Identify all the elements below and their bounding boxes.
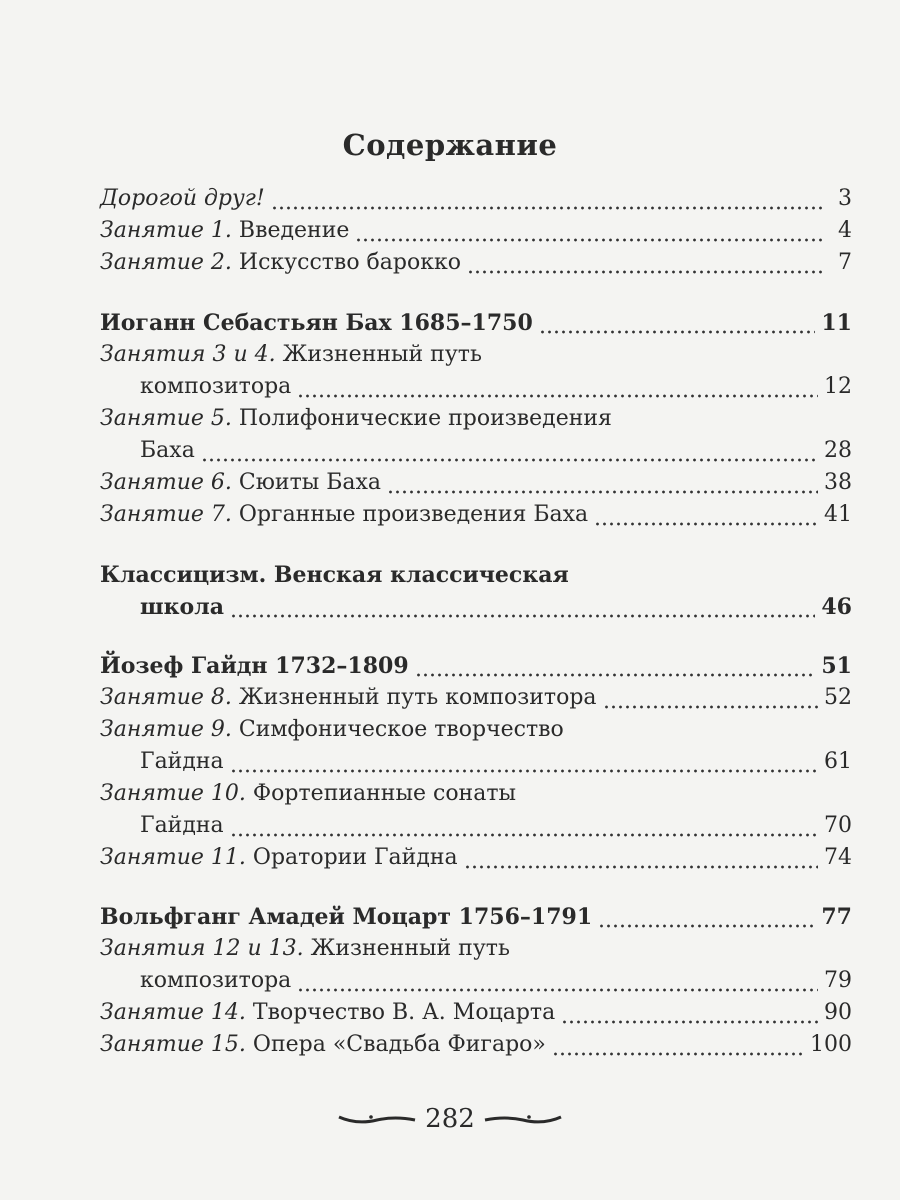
toc-entry (100, 842, 852, 874)
toc-entry-title-cont: Гайдна (140, 749, 224, 774)
toc-page-number: 7 (838, 250, 852, 275)
dot-leader (271, 205, 822, 211)
toc-entry-title: Фортепианные сонаты (252, 781, 517, 806)
toc-page-number: 28 (824, 438, 852, 463)
toc-entry (100, 183, 852, 215)
dot-leader (230, 768, 818, 774)
dot-leader (598, 923, 815, 929)
toc-entry-title: Оратории Гайдна (252, 845, 458, 870)
toc-page-number: 41 (824, 502, 852, 527)
toc-lesson-label: Занятие 10. (100, 781, 246, 806)
dot-leader (561, 1019, 818, 1025)
dot-leader (415, 672, 816, 678)
toc-lesson-label: Занятие 2. (100, 250, 232, 275)
toc-page-number: 79 (824, 968, 852, 993)
toc-lesson-label: Занятие 14. (100, 1000, 246, 1025)
toc-entry (100, 215, 852, 247)
toc-page-number: 90 (824, 1000, 852, 1025)
toc-entry-title-cont: композитора (140, 374, 292, 399)
toc-entry-title: Сюиты Баха (238, 470, 382, 495)
toc-page-number: 3 (838, 186, 852, 211)
toc-page-number: 46 (821, 594, 852, 620)
toc-lesson-label: Занятие 7. (100, 502, 232, 527)
page-footer (0, 1104, 900, 1134)
toc-entry-title: Введение (238, 218, 350, 243)
toc-entry (100, 403, 852, 467)
toc-lesson-label: Занятие 8. (100, 685, 232, 710)
dot-leader (297, 987, 818, 993)
dot-leader (539, 329, 816, 335)
dot-leader (603, 704, 818, 710)
toc-lesson-label: Занятие 1. (100, 218, 232, 243)
toc-entry-title: Творчество В. А. Моцарта (252, 1000, 556, 1025)
dot-leader (355, 237, 822, 243)
toc-lesson-label: Занятия 12 и 13. (100, 936, 304, 961)
toc-entry (100, 778, 852, 842)
toc-entry-title: Искусство барокко (238, 250, 461, 275)
toc-entry (100, 933, 852, 997)
table-of-contents (100, 183, 852, 1061)
toc-heading-title-cont: школа (140, 594, 224, 620)
dot-leader (464, 864, 818, 870)
toc-heading-title: Вольфганг Амадей Моцарт 1756–1791 (100, 904, 593, 930)
toc-entry (100, 339, 852, 403)
dot-leader (230, 832, 818, 838)
toc-lesson-label: Занятие 5. (100, 406, 232, 431)
toc-section-heading (100, 559, 852, 623)
toc-lesson-label: Занятие 9. (100, 717, 232, 742)
toc-entry-title: Жизненный путь композитора (238, 685, 597, 710)
toc-page-number: 51 (821, 653, 852, 679)
dot-leader (594, 521, 818, 527)
toc-entry-title-cont: Баха (140, 438, 195, 463)
toc-lesson-label: Занятие 11. (100, 845, 246, 870)
toc-heading-title: Классицизм. Венская классическая (100, 562, 569, 588)
toc-page-number: 52 (824, 685, 852, 710)
toc-page-number: 61 (824, 749, 852, 774)
toc-page-number: 70 (824, 813, 852, 838)
toc-entry (100, 499, 852, 531)
toc-entry-title: Органные произведения Баха (238, 502, 589, 527)
toc-heading-title: Иоганн Себастьян Бах 1685–1750 (100, 310, 533, 336)
ornament-right-icon (483, 1111, 563, 1127)
toc-page-number: 77 (821, 904, 852, 930)
toc-section-heading (100, 650, 852, 682)
toc-page-number: 74 (824, 845, 852, 870)
dot-leader (230, 613, 815, 619)
toc-lesson-label: Занятие 15. (100, 1032, 246, 1057)
toc-entry-title: Симфоническое творчество (238, 717, 564, 742)
dot-leader (297, 393, 818, 399)
page-title: Содержание (342, 128, 558, 162)
toc-section-heading (100, 901, 852, 933)
toc-entry (100, 247, 852, 279)
toc-entry (100, 714, 852, 778)
toc-entry (100, 997, 852, 1029)
toc-entry-title: Полифонические произведения (238, 406, 612, 431)
toc-page-number: 11 (821, 310, 852, 336)
toc-lesson-label: Дорогой друг! (100, 186, 265, 211)
toc-entry-title-cont: Гайдна (140, 813, 224, 838)
toc-lesson-label: Занятие 6. (100, 470, 232, 495)
toc-entry-title: Опера «Свадьба Фигаро» (252, 1032, 546, 1057)
dot-leader (387, 489, 818, 495)
toc-entry (100, 467, 852, 499)
ornament-left-icon (337, 1111, 417, 1127)
toc-page-number: 4 (838, 218, 852, 243)
toc-entry (100, 1029, 852, 1061)
toc-lesson-label: Занятия 3 и 4. (100, 342, 276, 367)
toc-page-number: 12 (824, 374, 852, 399)
page-number: 282 (425, 1104, 475, 1134)
toc-entry (100, 682, 852, 714)
toc-entry-title-cont: композитора (140, 968, 292, 993)
toc-page-number: 38 (824, 470, 852, 495)
toc-entry-title: Жизненный путь (282, 342, 482, 367)
toc-heading-title: Йозеф Гайдн 1732–1809 (100, 653, 409, 679)
dot-leader (552, 1051, 804, 1057)
toc-section-heading (100, 307, 852, 339)
toc-page-number: 100 (810, 1032, 852, 1057)
dot-leader (201, 457, 818, 463)
toc-entry-title: Жизненный путь (310, 936, 510, 961)
dot-leader (467, 269, 822, 275)
